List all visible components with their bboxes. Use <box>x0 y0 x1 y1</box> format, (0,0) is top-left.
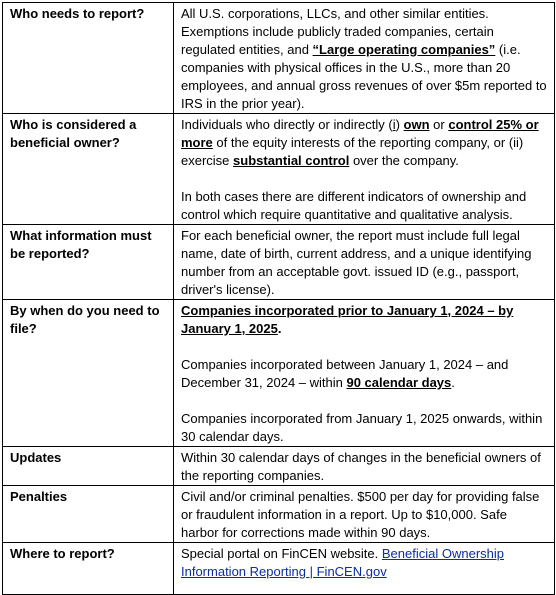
question-cell <box>3 3 174 114</box>
table-row <box>3 300 555 447</box>
table-row <box>3 486 555 543</box>
emphasis-text: “Large operating companies” <box>312 42 496 57</box>
answer-text: over the company. <box>349 153 459 168</box>
answer-cell <box>174 3 555 114</box>
question-cell <box>3 300 174 447</box>
answer-cell <box>174 114 555 225</box>
answer-paragraph <box>181 302 548 338</box>
answer-text: Special portal on FinCEN website. <box>181 546 382 561</box>
question-label: Who is considered a beneficial owner? <box>10 117 137 150</box>
answer-paragraph: For each beneficial owner, the report must include full legal name, date of birth, current address, and a unique identifying number from an acceptable govt. issued ID (e.g., passport, driver's license). <box>181 228 532 297</box>
question-label: What information must be reported? <box>10 228 152 261</box>
emphasis-text: own <box>403 117 430 132</box>
answer-cell <box>174 543 555 595</box>
question-cell <box>3 114 174 225</box>
answer-text: ) <box>395 117 404 132</box>
question-cell <box>3 447 174 486</box>
question-cell <box>3 543 174 595</box>
answer-paragraph <box>181 356 548 392</box>
question-label: Who needs to report? <box>10 6 145 21</box>
paragraph-spacer <box>181 338 548 356</box>
table-row <box>3 114 555 225</box>
paragraph-spacer <box>181 392 548 410</box>
question-cell <box>3 486 174 543</box>
paragraph-spacer <box>181 170 548 188</box>
fincen-boi-link[interactable]: Beneficial Ownership Information Reporting | FinCEN.gov <box>181 546 504 579</box>
answer-paragraph <box>181 116 548 170</box>
emphasis-text: Companies incorporated prior to January 1, 2024 – by January 1, 2025 <box>181 303 514 336</box>
answer-text: (i.e. companies with physical offices in the U.S., more than 20 employees, and annual gross revenues of over $5m reported to IRS in the prior year). <box>181 42 547 111</box>
answer-text: . <box>277 321 282 336</box>
answer-cell <box>174 447 555 486</box>
answer-paragraph: Companies incorporated from January 1, 2025 onwards, within 30 calendar days. <box>181 411 543 444</box>
answer-text: Companies incorporated between January 1, 2024 – and December 31, 2024 – within <box>181 357 509 390</box>
question-label: Where to report? <box>10 546 115 561</box>
answer-paragraph <box>181 545 548 581</box>
answer-cell <box>174 486 555 543</box>
emphasis-text: 90 calendar days <box>346 375 452 390</box>
answer-paragraph <box>181 5 548 113</box>
answer-text: or <box>429 117 449 132</box>
question-label: By when do you need to file? <box>10 303 160 336</box>
answer-cell <box>174 225 555 300</box>
answer-cell <box>174 300 555 447</box>
table-row <box>3 225 555 300</box>
question-cell <box>3 225 174 300</box>
question-label: Updates <box>10 450 62 465</box>
table-row <box>3 543 555 595</box>
boi-reporting-table <box>2 2 555 595</box>
table-row <box>3 447 555 486</box>
emphasis-text: substantial control <box>233 153 350 168</box>
answer-text: All U.S. corporations, LLCs, and other similar entities. Exemptions include publicly traded companies, certain regulated entities, and <box>181 6 494 57</box>
answer-paragraph: Civil and/or criminal penalties. $500 per day for providing false or fraudulent information in a report. Up to $10,000. Safe harbor for corrections made within 90 days. <box>181 489 540 540</box>
table-row <box>3 3 555 114</box>
answer-paragraph: Within 30 calendar days of changes in the beneficial owners of the reporting companies. <box>181 450 541 483</box>
answer-text: . <box>451 375 455 390</box>
answer-text: of the equity interests of the reporting company, or (ii) exercise <box>181 135 524 168</box>
answer-paragraph: In both cases there are different indicators of ownership and control which require quantitative and qualitative analysis. <box>181 189 527 222</box>
emphasis-text: control 25% or more <box>181 117 539 150</box>
question-label: Penalties <box>10 489 68 504</box>
roman-numeral: i <box>392 117 396 132</box>
answer-text: Individuals who directly or indirectly ( <box>181 117 393 132</box>
